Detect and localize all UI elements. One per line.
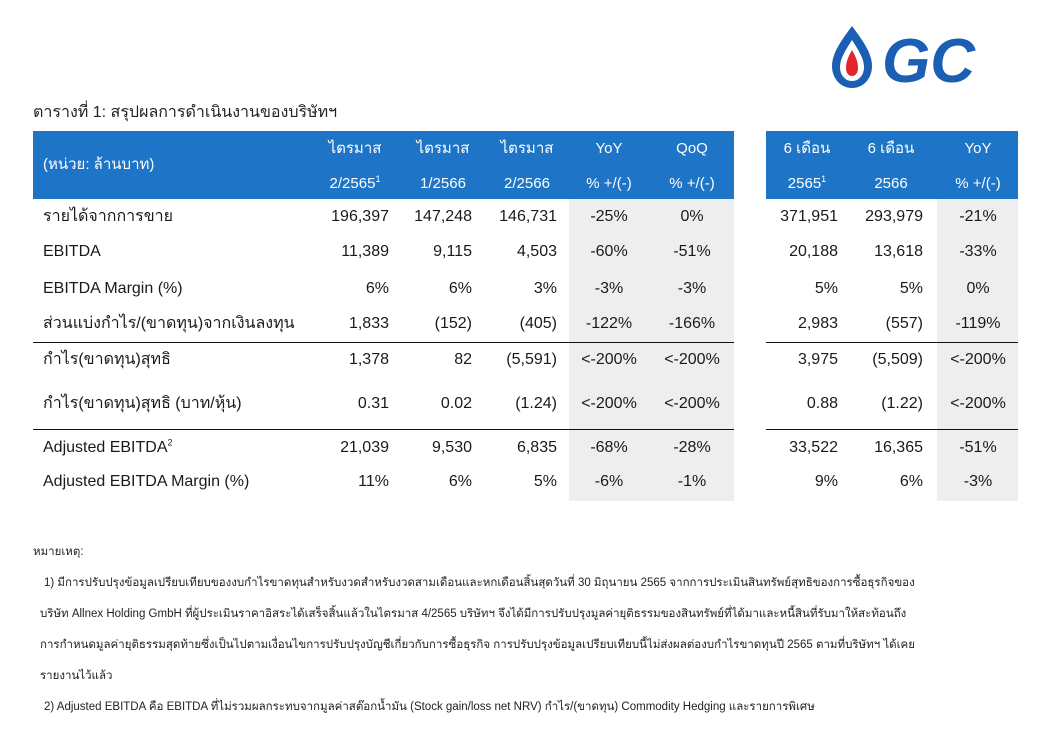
row-label: ส่วนแบ่งกำไร/(ขาดทุน)จากเงินลงทุน	[43, 315, 295, 332]
table-cell: <-200%	[950, 395, 1006, 412]
table-cell: -33%	[959, 243, 997, 260]
row-label: กำไร(ขาดทุน)สุทธิ (บาท/หุ้น)	[43, 395, 242, 412]
table-cell: -6%	[594, 473, 624, 490]
column-header-top: QoQ	[676, 140, 708, 157]
column-header-bottom: 2565$^1$	[787, 174, 827, 192]
table-cell: -3%	[677, 280, 707, 297]
table-cell: 0.31	[357, 395, 389, 412]
table-cell: 1,833	[348, 315, 389, 332]
table-cell: 6,835	[516, 439, 557, 456]
table-cell: 146,731	[499, 208, 557, 225]
column-header-bottom: % +/(-)	[669, 175, 715, 192]
column-header-top: ไตรมาส	[500, 140, 554, 157]
table-title: ตารางที่ 1: สรุปผลการดำเนินงานของบริษัทฯ	[33, 104, 338, 121]
column-header-bottom: 2/2565$^1$	[329, 174, 381, 192]
column-header-bottom: % +/(-)	[955, 175, 1001, 192]
row-label: Adjusted EBITDA$^2$	[43, 437, 173, 456]
table-cell: <-200%	[581, 351, 637, 368]
column-header-bottom: 1/2566	[420, 175, 466, 192]
row-label: EBITDA	[43, 243, 101, 260]
column-header-top: 6 เดือน	[867, 140, 915, 157]
table-cell: 9%	[814, 473, 838, 490]
note-line: รายงานไว้แล้ว	[40, 670, 113, 682]
table-cell: -1%	[677, 473, 707, 490]
table-cell: 0%	[680, 208, 704, 225]
column-header-bottom: 2566	[874, 175, 908, 192]
divider-line	[766, 429, 1018, 430]
table-cell: <-200%	[664, 395, 720, 412]
table-cell: 5%	[814, 280, 838, 297]
table-cell: 33,522	[789, 439, 838, 456]
table-cell: 5%	[533, 473, 557, 490]
row-label: รายได้จากการขาย	[43, 208, 173, 225]
table-cell: -25%	[590, 208, 628, 225]
row-label: Adjusted EBITDA Margin (%)	[43, 473, 250, 490]
table-cell: 0%	[966, 280, 990, 297]
table-cell: 147,248	[414, 208, 472, 225]
notes-heading: หมายเหตุ:	[33, 546, 84, 558]
unit-label: (หน่วย: ล้านบาท)	[43, 156, 155, 173]
column-header-top: YoY	[964, 140, 992, 157]
row-label: EBITDA Margin (%)	[43, 280, 183, 297]
column-header-bottom: % +/(-)	[586, 175, 632, 192]
table-cell: (5,509)	[872, 351, 923, 368]
table-cell: (5,591)	[506, 351, 557, 368]
table-cell: 9,115	[433, 243, 472, 260]
table-cell: <-200%	[664, 351, 720, 368]
column-header-top: ไตรมาส	[416, 140, 470, 157]
table-cell: 3,975	[797, 351, 838, 368]
table-cell: -119%	[955, 315, 1001, 332]
drop-icon	[832, 26, 872, 88]
table-cell: -28%	[673, 439, 711, 456]
table-cell: 16,365	[874, 439, 923, 456]
column-header-top: ไตรมาส	[328, 140, 382, 157]
table-cell: 196,397	[331, 208, 389, 225]
table-cell: <-200%	[581, 395, 637, 412]
table-cell: -68%	[590, 439, 628, 456]
table-cell: (557)	[885, 315, 923, 332]
note-line: 1) มีการปรับปรุงข้อมูลเปรียบเทียบของงบกำไรขาดทุนสำหรับงวดสำหรับงวดสามเดือนและหกเดือนสิ้นสุดวันที่ 30 มิถุนายน 2565 จากการประเมินสินทรัพย์สุทธิของการซื้อธุรกิจของ	[44, 577, 915, 589]
divider-line	[33, 342, 734, 343]
table-cell: (1.22)	[881, 395, 923, 412]
table-cell: 371,951	[780, 208, 838, 225]
table-cell: -3%	[963, 473, 993, 490]
table-cell: 21,039	[340, 439, 389, 456]
column-header-top: 6 เดือน	[783, 140, 831, 157]
table-cell: 13,618	[874, 243, 923, 260]
table-cell: 0.88	[806, 395, 838, 412]
table-cell: 3%	[533, 280, 557, 297]
table-cell: 6%	[899, 473, 923, 490]
gc-logo	[828, 22, 1018, 92]
table-cell: -122%	[585, 315, 633, 332]
column-header-bottom: 2/2566	[504, 175, 550, 192]
table-cell: 6%	[448, 280, 472, 297]
table-cell: 2,983	[797, 315, 838, 332]
table-cell: -51%	[959, 439, 997, 456]
note-line: 2) Adjusted EBITDA คือ EBITDA ที่ไม่รวมผลกระทบจากมูลค่าสต๊อกน้ำมัน (Stock gain/loss net NRV) กำไร/(ขาดทุน) Commodity Hedging และรายการพิเศษ	[44, 701, 815, 713]
table-cell: (152)	[434, 315, 472, 332]
table-cell: (1.24)	[515, 395, 557, 412]
table-cell: 11%	[358, 473, 389, 490]
table-cell: 9,530	[431, 439, 472, 456]
table-cell: <-200%	[950, 351, 1006, 368]
table-cell: -3%	[594, 280, 624, 297]
table-cell: -166%	[668, 315, 716, 332]
table-cell: -60%	[590, 243, 628, 260]
svg-text:GC: GC	[882, 27, 975, 92]
row-label: กำไร(ขาดทุน)สุทธิ	[43, 351, 171, 368]
table-cell: 1,378	[348, 351, 389, 368]
divider-line	[766, 342, 1018, 343]
table-cell: -21%	[959, 208, 997, 225]
table-cell: 20,188	[789, 243, 838, 260]
column-header-top: YoY	[595, 140, 623, 157]
table-cell: -51%	[673, 243, 711, 260]
table-cell: 6%	[448, 473, 472, 490]
table-cell: 4,503	[516, 243, 557, 260]
table-cell: 11,389	[341, 243, 389, 260]
note-line: บริษัท Allnex Holding GmbH ที่ผู้ประเมินราคาอิสระได้เสร็จสิ้นแล้วในไตรมาส 4/2565 บริษัทฯ จึงได้มีการปรับปรุงมูลค่ายุติธรรมของสินทรัพย์ที่ได้มาและหนี้สินที่รับมาให้สะท้อนถึง	[40, 608, 907, 620]
table-cell: 82	[454, 351, 472, 368]
divider-line	[33, 429, 734, 430]
note-line: การกำหนดมูลค่ายุติธรรมสุดท้ายซึ่งเป็นไปตามเงื่อนไขการปรับปรุงบัญชีเกี่ยวกับการซื้อธุรกิจ การปรับปรุงข้อมูลเปรียบเทียบนี้ไม่ส่งผลต่องบกำไรขาดทุนปี 2565 ตามที่บริษัทฯ ได้เคย	[40, 639, 915, 651]
table-cell: (405)	[519, 315, 557, 332]
table-cell: 5%	[899, 280, 923, 297]
table-cell: 0.02	[440, 395, 472, 412]
table-cell: 6%	[365, 280, 389, 297]
table-cell: 293,979	[865, 208, 923, 225]
